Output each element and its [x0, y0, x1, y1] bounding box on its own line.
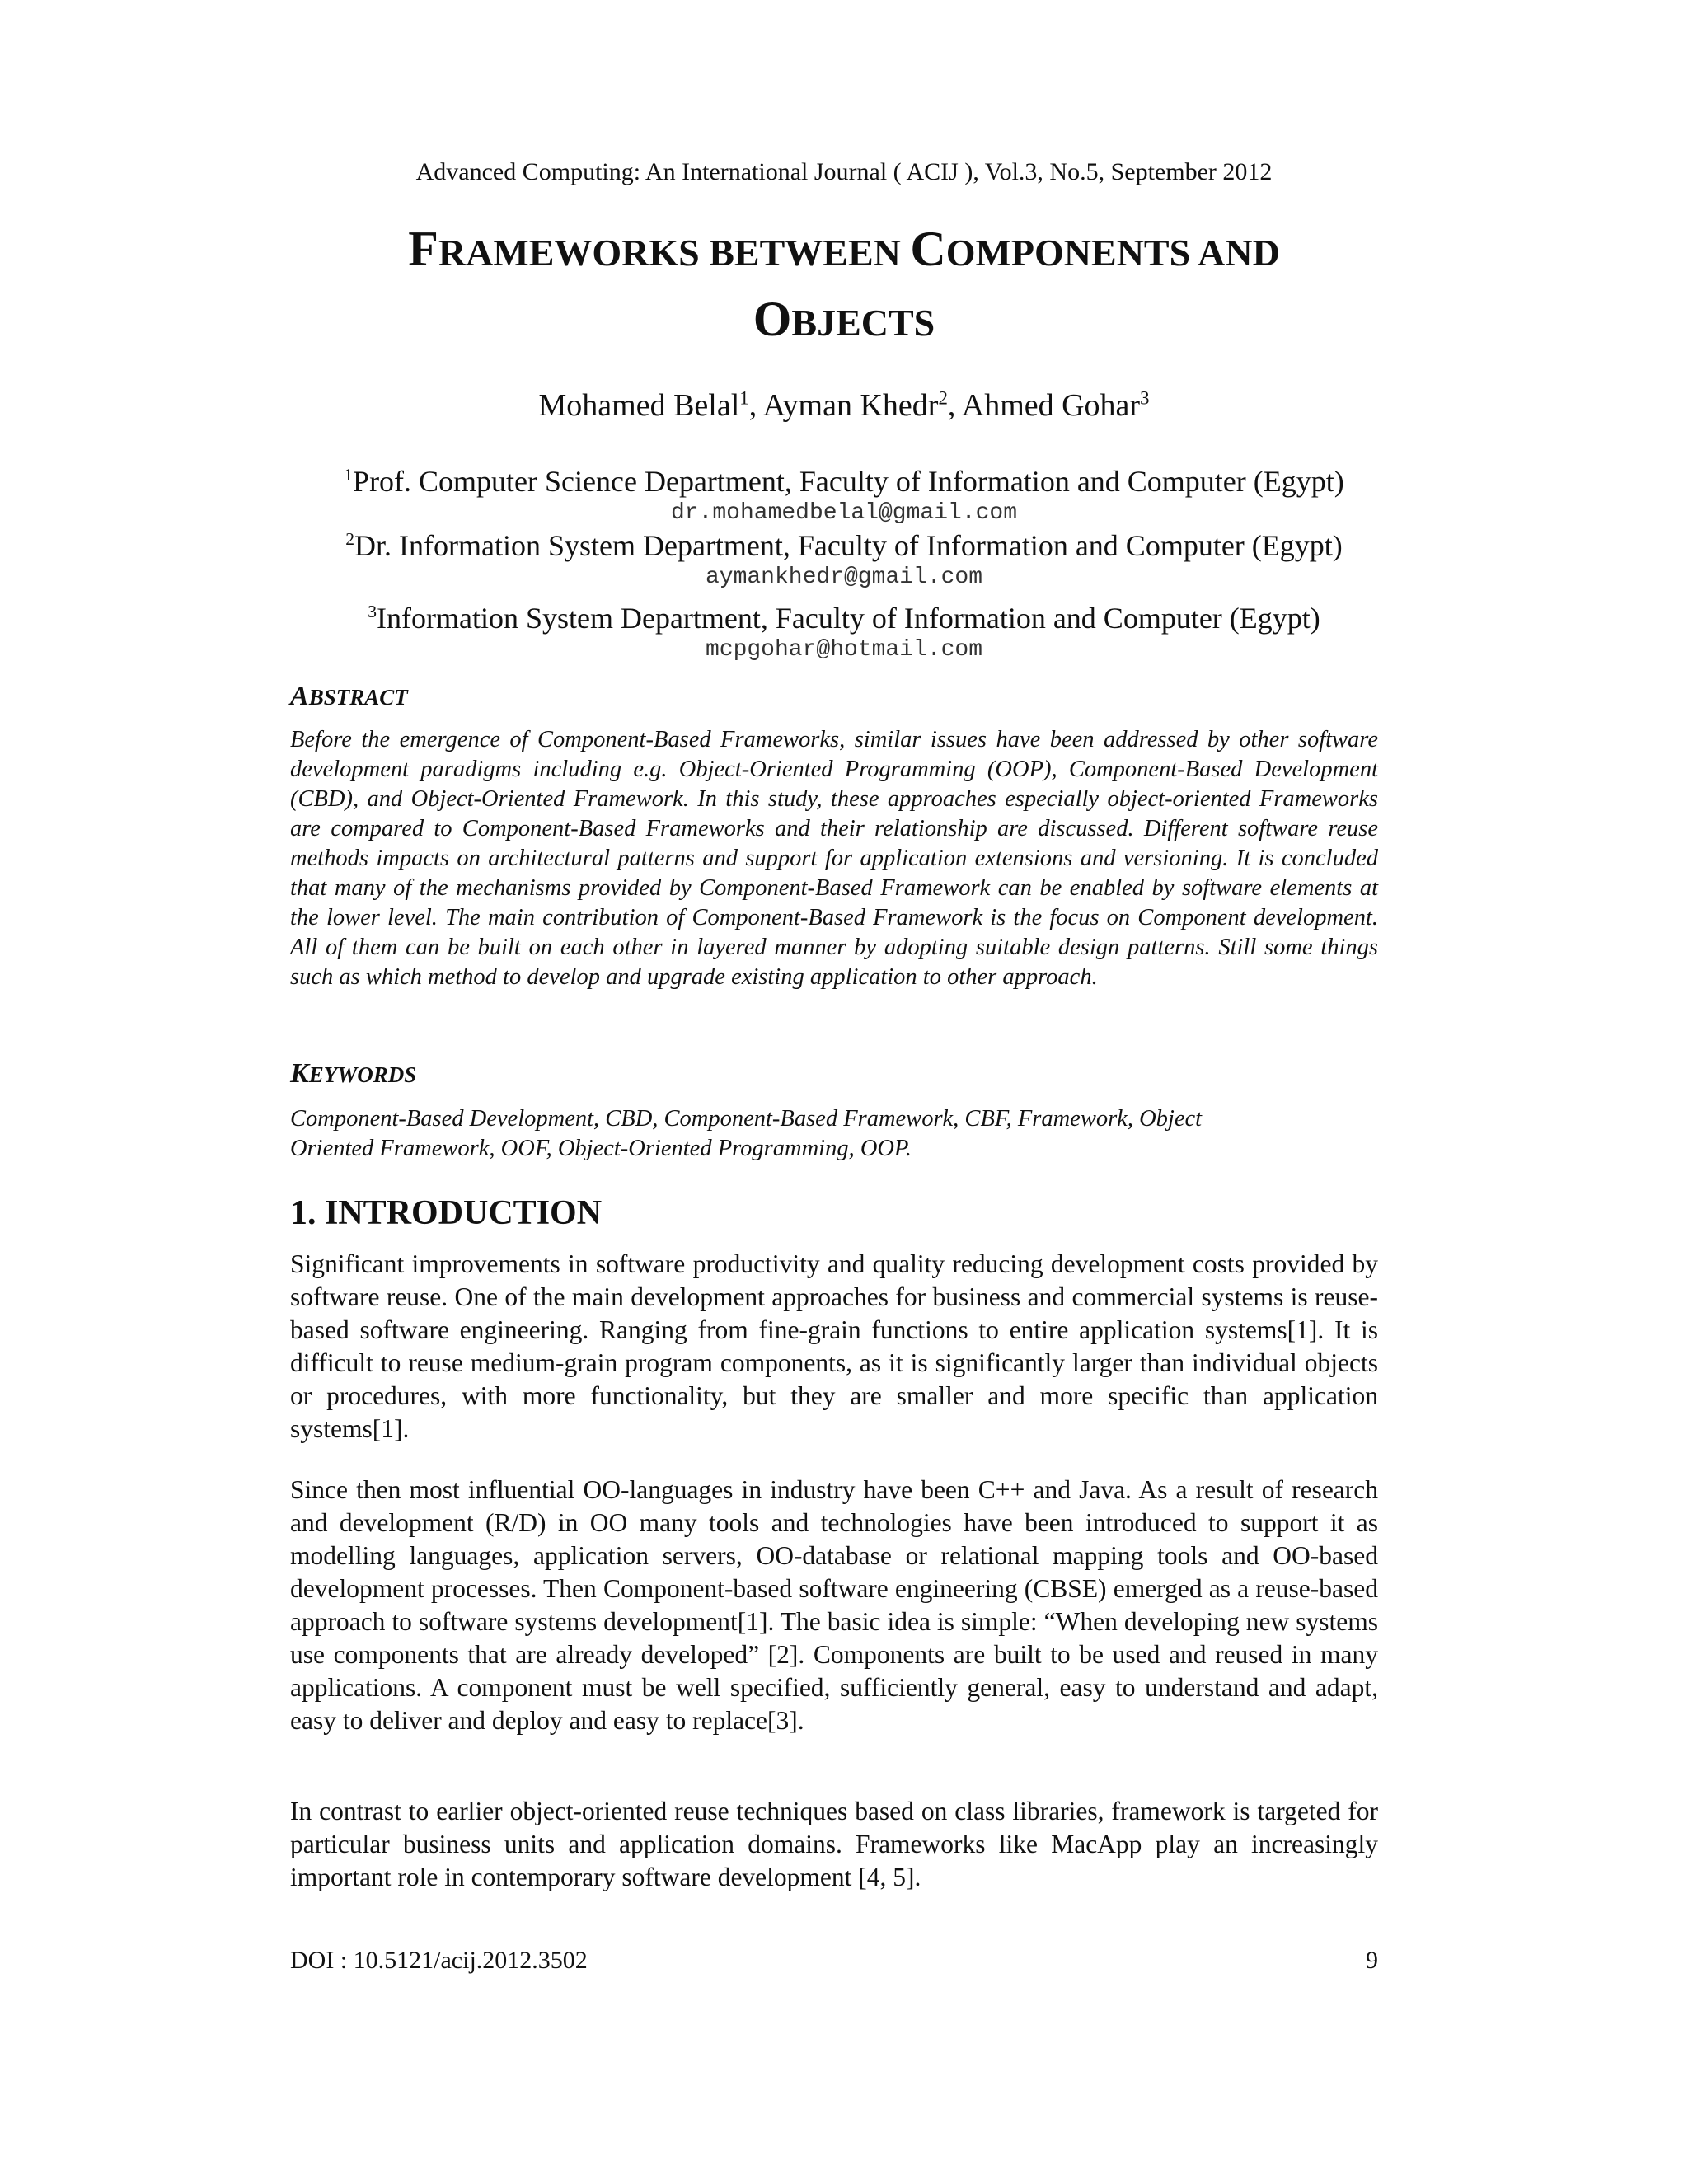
author-name: Ayman Khedr: [762, 388, 939, 423]
body-paragraph: Significant improvements in software productivity and quality reducing development costs provided by software reuse. One of the main development approaches for business and commercial systems is reuse-based software engineering. Ranging from fine-grain functions to entire application systems[1]. It is difficult to reuse medium-grain program components, as it is significantly larger than individual objects or procedures, with more functionality, but they are smaller and more specific than application systems[1].: [290, 1249, 1378, 1443]
abstract-text: Before the emergence of Component-Based Frameworks, similar issues have been addressed by other software development paradigms including e.g. Object-Oriented Programming (OOP), Component-Based Development (CBD), and Object-Oriented Framework. In this study, these approaches especially object-oriented Frameworks are compared to Component-Based Frameworks and their relationship are discussed. Different software reuse methods impacts on architectural patterns and support for application extensions and versioning. It is concluded that many of the mechanisms provided by Component-Based Framework can be enabled by software elements at the lower level. The main contribution of Component-Based Framework is the focus on Component development. All of them can be built on each other in layered manner by adopting suitable design patterns. Still some things such as which method to develop and upgrade existing application to other approach.: [290, 727, 1378, 990]
email-address: dr.mohamedbelal@gmail.com: [670, 500, 1018, 526]
page-number: 9: [1366, 1947, 1378, 1974]
body-paragraph: Since then most influential OO-languages in industry have been C++ and Java. As a result of research and development (R/D) in OO many tools and technologies have been introduced to support it as modelling languages, application servers, OO-database or relational mapping tools and OO-based development processes. Then Component-based software engineering (CBSE) emerged as a reuse-based approach to software systems development[1]. The basic idea is simple: “When developing new systems use components that are already developed” [2]. Components are built to be used and reused in many applications. A component must be well specified, sufficiently general, easy to understand and adapt, easy to deliver and deploy and easy to replace[3].: [290, 1475, 1378, 1735]
affiliation-2: $^2$Dr. Information System Department, Faculty of Information and Computer (Egypt) aymankhedr@gmail.com: [0, 527, 1688, 592]
affiliation-text: Information System Department, Faculty of Information and Computer (Egypt): [377, 602, 1320, 635]
running-head: Advanced Computing: An International Journal ( ACIJ ), Vol.3, No.5, September 2012: [415, 158, 1273, 185]
author-name: Ahmed Gohar: [961, 388, 1141, 423]
author-name: Mohamed Belal: [538, 388, 740, 423]
author-sup: 2: [938, 387, 948, 409]
author-sup: 3: [1140, 387, 1150, 409]
keywords-text: Component-Based Development, CBD, Component-Based Framework, CBF, Framework, Object Oriented Framework, OOF, Object-Oriented Programming, OOP.: [290, 1106, 1203, 1161]
email-address: aymankhedr@gmail.com: [705, 565, 983, 590]
body-paragraph: In contrast to earlier object-oriented reuse techniques based on class libraries, framework is targeted for particular business units and application domains. Frameworks like MacApp play an increasingly important role in contemporary software development [4, 5].: [290, 1797, 1378, 1891]
section-heading: 1. INTRODUCTION: [290, 1194, 603, 1232]
affiliation-1: $^1$Prof. Computer Science Department, Faculty of Information and Computer (Egypt) dr.mohamedbelal@gmail.com: [0, 463, 1688, 527]
affiliation-text: Dr. Information System Department, Faculty of Information and Computer (Egypt): [354, 529, 1343, 562]
email-address: mcpgohar@hotmail.com: [705, 637, 983, 663]
doi-footer: DOI : 10.5121/acij.2012.3502: [290, 1947, 588, 1974]
abstract-heading: ABSTRACT: [290, 681, 408, 711]
author-list: Mohamed Belal$^1$, Ayman Khedr$^2$, Ahmed Gohar$^3$: [538, 387, 1150, 423]
title-line-2: OBJECTS: [753, 292, 935, 346]
keywords-heading: KEYWORDS: [290, 1058, 417, 1089]
affiliation-text: Prof. Computer Science Department, Faculty of Information and Computer (Egypt): [353, 465, 1344, 498]
title-line-1: FRAMEWORKS BETWEEN COMPONENTS AND: [408, 222, 1280, 276]
paper-title: [0, 216, 1688, 356]
affiliation-3: $^3$Information System Department, Faculty of Information and Computer (Egypt) mcpgohar@hotmail.com: [0, 600, 1688, 664]
author-sup: 1: [739, 387, 749, 409]
